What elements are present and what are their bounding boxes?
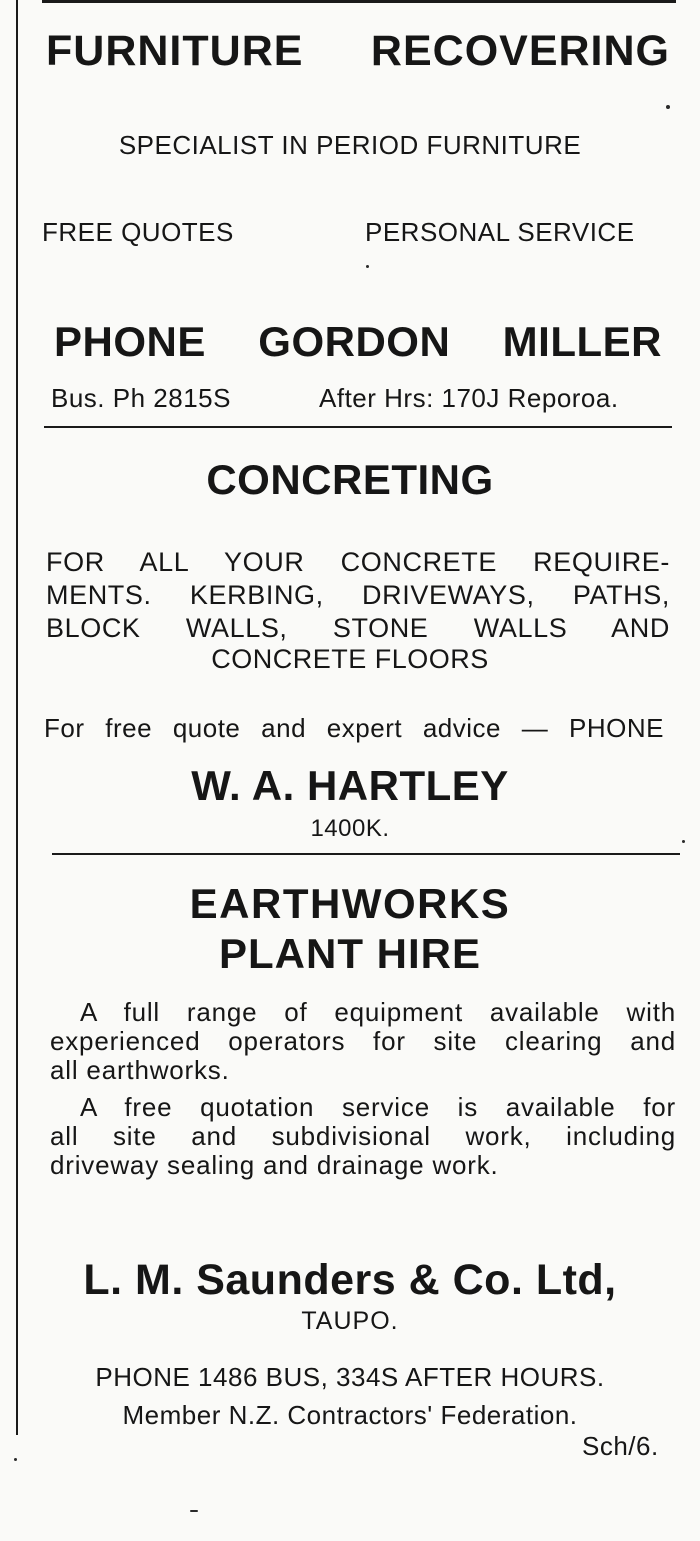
phone-gordon-miller: PHONE GORDON MILLER	[54, 318, 662, 365]
free-quotes-text: FREE QUOTES	[42, 217, 234, 247]
print-speck	[682, 840, 685, 843]
specialist-text: SPECIALIST IN PERIOD FURNITURE	[118, 130, 582, 160]
print-speck	[366, 265, 369, 268]
free-quote-phone-line: For free quote and expert advice — PHONE	[44, 713, 664, 743]
contractors-federation-line: Member N.Z. Contractors' Federation.	[122, 1400, 578, 1430]
section-divider	[52, 853, 680, 855]
concreting-desc-line-1: FOR ALL YOUR CONCRETE REQUIRE-	[46, 547, 670, 577]
earthworks-paragraph-2	[50, 1093, 676, 1180]
schedule-reference: Sch/6.	[582, 1431, 659, 1461]
plant-hire-title: PLANT HIRE	[219, 930, 481, 977]
concreting-desc-line-2: MENTS. KERBING, DRIVEWAYS, PATHS,	[46, 580, 670, 610]
earthworks-title: EARTHWORKS	[189, 880, 511, 927]
para2-line-1: A free quotation service is available for	[80, 1092, 676, 1122]
furniture-recovering-title: FURNITURE RECOVERING	[46, 27, 670, 75]
saunders-phone-line: PHONE 1486 BUS, 334S AFTER HOURS.	[95, 1362, 605, 1392]
personal-service-text: PERSONAL SERVICE	[365, 217, 635, 247]
concreting-desc-line-4: CONCRETE FLOORS	[211, 644, 489, 674]
para1-line-2: experienced operators for site clearing and	[50, 1026, 676, 1056]
after-hours-text: After Hrs: 170J Reporoa.	[319, 383, 619, 413]
bus-phone-text: Bus. Ph 2815S	[51, 383, 231, 413]
para1-line-3: all earthworks.	[50, 1055, 230, 1085]
print-speck	[666, 105, 670, 109]
top-rule	[42, 0, 676, 3]
para1-line-1: A full range of equipment available with	[80, 997, 676, 1027]
hartley-phone: 1400K.	[310, 815, 390, 842]
hartley-name: W. A. HARTLEY	[191, 762, 509, 809]
taupo-text: TAUPO.	[301, 1307, 399, 1335]
print-speck	[14, 1458, 17, 1461]
para2-line-3: driveway sealing and drainage work.	[50, 1150, 499, 1180]
concreting-desc-line-3: BLOCK WALLS, STONE WALLS AND	[46, 613, 670, 643]
concreting-title: CONCRETING	[206, 456, 494, 503]
earthworks-paragraph-1	[50, 998, 676, 1085]
print-speck	[190, 1510, 198, 1512]
left-column-rule	[16, 0, 18, 1435]
saunders-company-name: L. M. Saunders & Co. Ltd,	[83, 1256, 617, 1304]
para2-line-2: all site and subdivisional work, including	[50, 1121, 676, 1151]
section-divider	[44, 426, 672, 428]
